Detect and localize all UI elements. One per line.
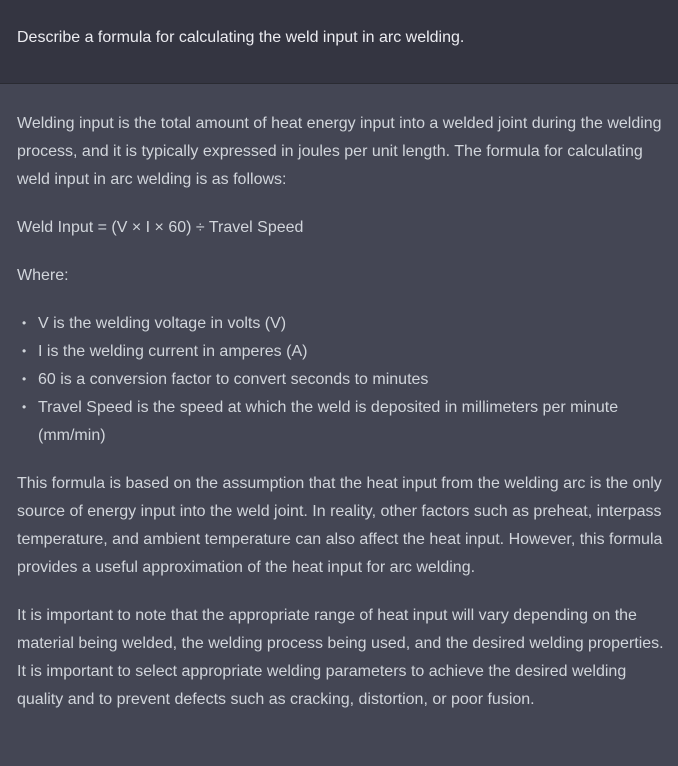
list-item [17,394,672,450]
user-message-text: Describe a formula for calculating the weld input in arc welding. [17,29,465,46]
list-item-text: 60 is a conversion factor to convert seconds to minutes [38,371,429,388]
bullet-icon: • [22,316,27,330]
bullet-icon: • [22,400,27,414]
where-label: Where: [17,267,69,284]
list-item-text: I is the welding current in amperes (A) [38,343,308,360]
user-message [0,0,678,84]
formula-line: Weld Input = (V × I × 60) ÷ Travel Speed [17,219,304,236]
assistant-message-content [17,110,672,734]
list-item [17,338,672,366]
bullet-icon: • [22,344,27,358]
assistant-message [0,84,678,766]
bullet-icon: • [22,372,27,386]
definitions-list [17,310,672,450]
assumption-paragraph: This formula is based on the assumption that the heat input from the welding arc is the only source of energy input into the weld joint. In reality, other factors such as preheat, interpass temperature, and ambient temperature can also affect the heat input. However, this formula provides a useful approximation of the heat input for arc welding. [17,475,663,576]
note-paragraph: It is important to note that the appropriate range of heat input will vary depending on the material being welded, the welding process being used, and the desired welding properties. It is important to select appropriate welding parameters to achieve the desired welding quality and to prevent defects such as cracking, distortion, or poor fusion. [17,607,664,708]
list-item [17,366,672,394]
intro-paragraph: Welding input is the total amount of heat energy input into a welded joint during the welding process, and it is typically expressed in joules per unit length. The formula for calculating weld input in arc welding is as follows: [17,115,662,188]
list-item-text: Travel Speed is the speed at which the weld is deposited in millimeters per minute (mm/min) [38,399,619,444]
list-item [17,310,672,338]
list-item-text: V is the welding voltage in volts (V) [38,315,287,332]
